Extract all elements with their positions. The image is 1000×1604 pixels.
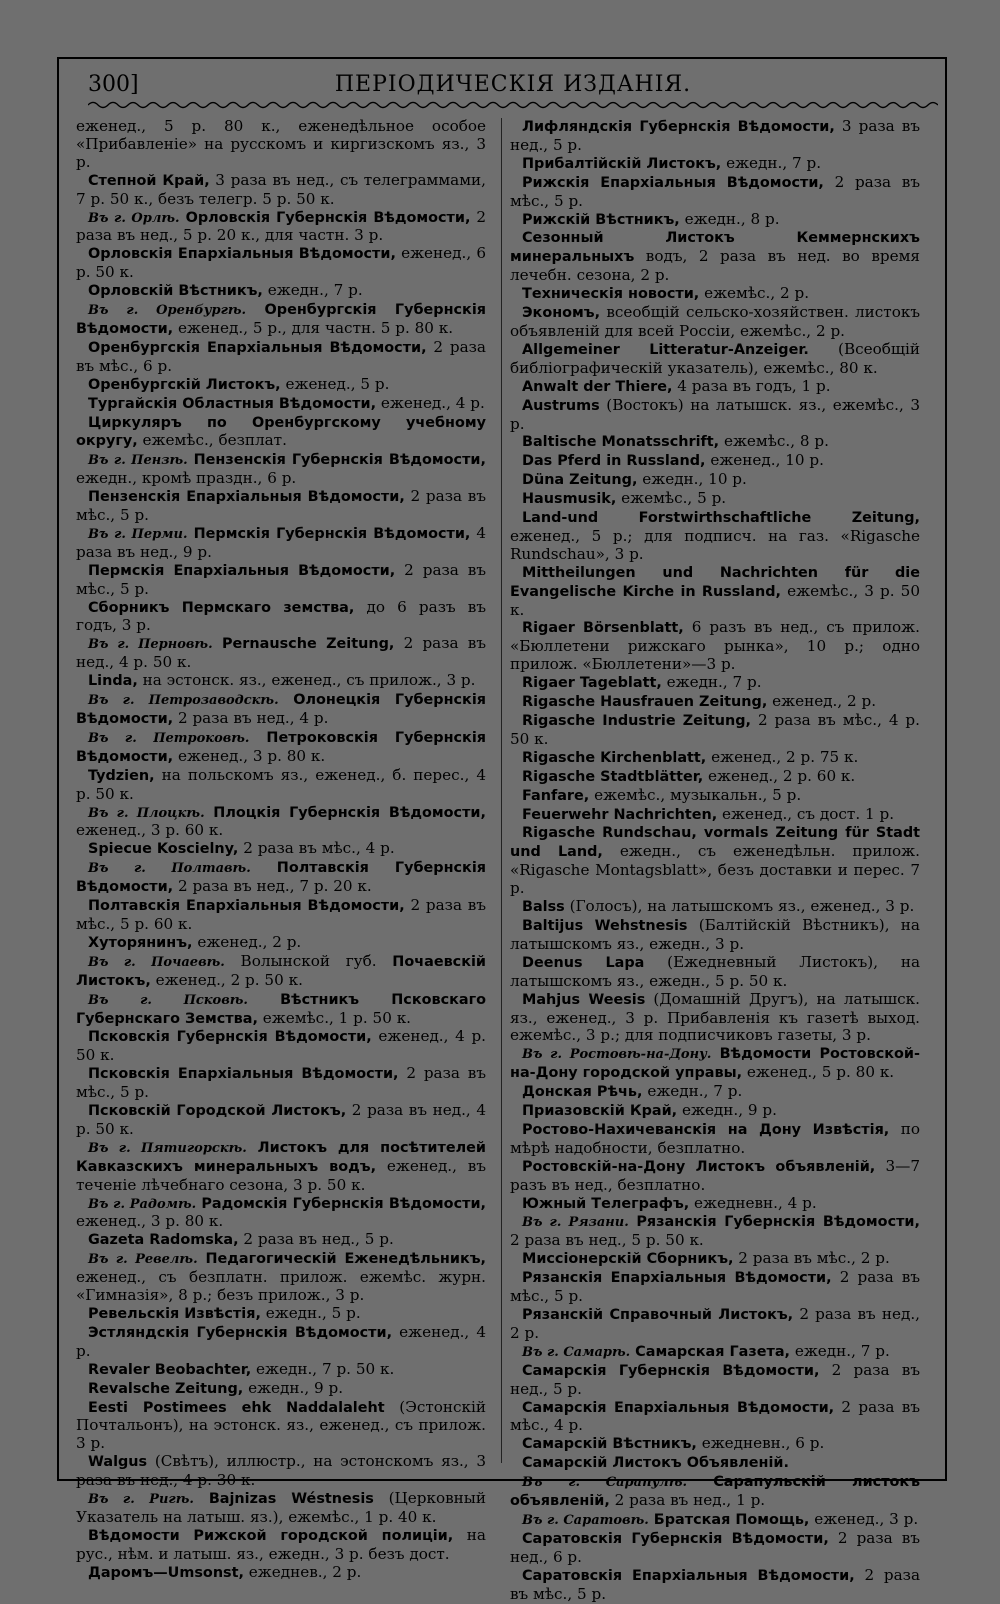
- publication-title: Эстляндскія Губернскія Вѣдомости,: [88, 1324, 393, 1341]
- entry-text: еженед., 2 р. 75 к.: [706, 747, 859, 766]
- listing-entry: [510, 433, 920, 452]
- entry-text: 2 раза въ нед., 6 р.: [510, 1528, 920, 1566]
- publication-title: Feuerwehr Nachrichten,: [522, 806, 718, 823]
- listing-entry: [76, 953, 486, 991]
- entry-text: еженед., 3 р. 80 к.: [76, 1212, 224, 1231]
- entry-text: на эстонск. яз., еженед., съ прилож., 3 р.: [137, 671, 476, 690]
- listing-entry: [510, 1121, 920, 1158]
- entry-text: ежемѣс., 2 р.: [699, 284, 810, 303]
- listing-entry: [510, 1454, 920, 1473]
- entry-text: 3 раза въ нед., съ телеграммами, 7 р. 50 к., безъ телегр. 5 р. 50 к.: [76, 170, 486, 208]
- listing-entry: [510, 712, 920, 749]
- publication-title: Spiecue Koscielny,: [88, 841, 239, 858]
- publication-title: Псковскія Епархіальныя Вѣдомости,: [88, 1066, 399, 1083]
- entry-text: 2 раза въ нед., 2 р.: [510, 1305, 921, 1342]
- city-heading: Въ г. Радомѣ.: [88, 1196, 197, 1212]
- entry-text: водъ, 2 раза въ нед. во время лечебн. сезона, 2 р.: [510, 247, 920, 285]
- city-heading: Въ г. Псковѣ.: [88, 992, 248, 1008]
- entry-text: ежедн., съ еженедѣльн. прилож. «Rigasche Montagsblatt», безъ доставки и перес. 7 р.: [510, 842, 920, 898]
- listing-entry: [510, 1511, 920, 1530]
- entry-text: еженед., 6 р. 50 к.: [76, 244, 486, 282]
- publication-title: Орловскія Губернскія Вѣдомости,: [179, 209, 471, 226]
- entry-text: ежемѣс., 3 р. 50 к.: [510, 581, 920, 619]
- entry-text: до 6 разъ въ годъ, 3 р.: [76, 597, 486, 635]
- listing-entry: [510, 304, 920, 341]
- publication-title: Ростовскій-на-Дону Листокъ объявленій,: [522, 1158, 876, 1175]
- entry-text: еженед., въ теченіе лѣчебнаго сезона, 3 р. 50 к.: [76, 1156, 486, 1194]
- listing-entry: [76, 209, 486, 246]
- publication-title: Донская Рѣчь,: [522, 1084, 643, 1101]
- publication-title: Düna Zeitung,: [522, 472, 638, 489]
- publication-title: Даромъ—Umsonst,: [88, 1564, 244, 1581]
- listing-entry: [76, 118, 486, 172]
- publication-title: Хуторянинъ,: [88, 934, 193, 951]
- listing-entry: [510, 174, 920, 211]
- entry-text: 2 раза въ мѣс., 4 р.: [510, 1397, 920, 1435]
- entry-text: еженед., съ безплатн. прилож. ежемѣс. журн. «Гимназія», 8 р.; безъ прилож., 3 р.: [76, 1268, 486, 1305]
- publication-title: Mittheilungen und Nachrichten für die Evangelische Kirche in Russland,: [510, 564, 920, 600]
- entry-text: ежемѣс., безплат.: [137, 431, 287, 450]
- publication-title: Сезонный Листокъ Кеммернскихъ минеральныхъ: [510, 230, 920, 266]
- publication-title: Gazeta Radomska,: [88, 1232, 239, 1249]
- publication-title: Вѣдомости Рижской городской полиціи,: [88, 1527, 454, 1544]
- entry-text: (Домашній Другъ), на латышск. яз., еженед., 3 р. Прибавленія къ газетѣ выход. ежемѣс., 3 р.; для подписчиковъ газеты, 3 р.: [510, 989, 920, 1045]
- entry-text: ежедн., 9 р.: [677, 1101, 777, 1120]
- entry-text: ежедн., 7 р.: [642, 1082, 743, 1101]
- publication-title: Ростово-Нахичеванскія на Дону Извѣстія,: [522, 1121, 890, 1138]
- listing-entry: [510, 341, 920, 378]
- entry-text: еженед., 3 р. 80 к.: [173, 746, 326, 765]
- publication-title: Rigasche Stadtblätter,: [522, 768, 704, 785]
- publication-title: Почаевскій Листокъ,: [76, 953, 486, 989]
- entry-text: 2 раза въ мѣс., 5 р. 60 к.: [76, 896, 486, 933]
- listing-entry: [76, 451, 486, 488]
- entry-text: (Ежедневный Листокъ), на латышскомъ яз., ежедн., 5 р. 50 к.: [510, 952, 920, 990]
- listing-entry: [510, 693, 920, 712]
- listing-entry: [510, 1473, 920, 1511]
- publication-title: Экономъ,: [522, 305, 601, 322]
- left-column: [76, 118, 486, 1583]
- listing-entry: [510, 1435, 920, 1454]
- listing-entry: [76, 1380, 486, 1399]
- publication-title: Das Pferd in Russland,: [522, 453, 706, 470]
- city-heading: Въ г. Самарѣ.: [522, 1344, 631, 1360]
- listing-entry: [510, 118, 920, 155]
- entry-text: ежеднев., 2 р.: [243, 1562, 362, 1581]
- publication-title: Linda,: [88, 673, 138, 690]
- listing-entry: [76, 1527, 486, 1564]
- publication-title: Revalsche Zeitung,: [88, 1380, 244, 1397]
- listing-entry: [76, 395, 486, 414]
- listing-entry: [510, 824, 920, 898]
- publication-title: Austrums: [522, 397, 600, 414]
- listing-entry: [510, 397, 920, 434]
- listing-entry: [76, 991, 486, 1029]
- publication-title: Самарскій Вѣстникъ,: [522, 1436, 697, 1453]
- entry-text: еженед., 2 р.: [192, 932, 302, 951]
- listing-entry: [76, 804, 486, 841]
- entry-text: (Голосъ), на латышскомъ яз., еженед., 3 р.: [564, 897, 915, 916]
- publication-title: Олонецкія Губернскія Вѣдомости,: [76, 692, 486, 727]
- listing-entry: [510, 285, 920, 304]
- publication-title: Педагогическій Еженедѣльникъ,: [197, 1251, 486, 1268]
- entry-text: 2 раза въ нед., 4 р. 50 к.: [76, 1101, 486, 1138]
- entry-text: 6 разъ въ нед., съ прилож. «Бюллетени рижскаго рынка», 10 р.; одно прилож. «Бюллетени»—3 р.: [510, 618, 920, 674]
- entry-text: ежедн., 7 р.: [262, 281, 363, 300]
- entry-text: 3—7 разъ въ нед., безплатно.: [510, 1156, 921, 1194]
- publication-title: Оренбургскія Губернскія Вѣдомости,: [76, 302, 486, 337]
- publication-title: Walgus: [88, 1454, 148, 1471]
- publication-title: Baltijus Wehstnesis: [522, 917, 688, 934]
- listing-entry: [76, 525, 486, 562]
- entry-text: 2 раза въ нед., 5 р.: [238, 1230, 394, 1249]
- entry-text: еженед., 5 р. 80 к., еженедѣльное особое «Прибавленіе» на русскомъ и киргизскомъ яз., 3 р.: [76, 117, 486, 171]
- entry-text: еженед., 5 р. 80 к.: [742, 1063, 895, 1082]
- entry-text: ежедн., 10 р.: [637, 470, 747, 489]
- entry-text: еженед., 3 р. 60 к.: [76, 821, 224, 840]
- listing-entry: [76, 1195, 486, 1232]
- entry-text: 2 раза въ мѣс., 5 р.: [76, 487, 486, 525]
- column-divider: [501, 118, 502, 1463]
- publication-title: Братская Помощь,: [648, 1511, 810, 1528]
- listing-entry: [510, 155, 920, 174]
- publication-title: Tydzien,: [88, 767, 155, 784]
- listing-entry: [76, 1399, 486, 1454]
- publication-title: Орловскій Вѣстникъ,: [88, 283, 263, 300]
- listing-entry: [510, 1567, 920, 1604]
- publication-title: Радомскія Губернскія Вѣдомости,: [196, 1195, 486, 1212]
- entry-text: 2 раза въ мѣс., 6 р.: [76, 337, 486, 375]
- publication-title: Deenus Lapa: [522, 954, 645, 971]
- entry-text: (Балтійскій Вѣстникъ), на латышскомъ яз., ежедн., 3 р.: [510, 915, 920, 953]
- listing-entry: [510, 471, 920, 490]
- publication-title: Rigaer Börsenblatt,: [522, 620, 684, 637]
- city-heading: Въ г. Оренбургѣ.: [88, 303, 247, 319]
- publication-title: Псковскія Губернскія Вѣдомости,: [88, 1029, 372, 1046]
- city-heading: Въ г. Орлѣ.: [88, 210, 180, 226]
- listing-entry: [76, 1324, 486, 1361]
- listing-entry: [76, 1361, 486, 1380]
- listing-entry: [76, 1453, 486, 1490]
- entry-text: 2 раза въ мѣс., 5 р.: [510, 1565, 921, 1603]
- entry-text: еженед., 5 р., для частн. 5 р. 80 к.: [173, 318, 454, 337]
- entry-text: еженед., 2 р.: [767, 692, 877, 711]
- listing-entry: [76, 1139, 486, 1195]
- publication-title: Орловскія Епархіальныя Вѣдомости,: [88, 246, 396, 263]
- publication-title: Плоцкія Губернскія Вѣдомости,: [204, 804, 486, 821]
- entry-text: 2 раза въ нед., 5 р.: [510, 1360, 920, 1398]
- publication-title: Пермскія Губернскія Вѣдомости,: [187, 525, 471, 542]
- entry-text: 4 раза въ годъ, 1 р.: [672, 376, 831, 395]
- entry-text: ежедн., 7 р.: [661, 673, 762, 692]
- entry-text: (Всеобщій библіографическій указатель), ежемѣс., 80 к.: [510, 339, 920, 377]
- entry-text: еженед., 10 р.: [705, 451, 824, 470]
- listing-entry: [76, 1231, 486, 1250]
- listing-entry: [510, 991, 920, 1046]
- entry-text: 2 раза въ нед., 4 р. 50 к.: [76, 634, 486, 672]
- publication-title: Циркуляръ по Оренбургскому учебному округу,: [76, 414, 486, 450]
- listing-entry: [76, 1305, 486, 1324]
- publication-title: Полтавскія Епархіальныя Вѣдомости,: [88, 898, 405, 915]
- publication-title: Сборникъ Пермскаго земства,: [88, 599, 355, 616]
- entry-text: (Востокъ) на латышск. яз., ежемѣс., 3 р.: [510, 395, 920, 433]
- listing-entry: [76, 691, 486, 729]
- listing-entry: [76, 245, 486, 282]
- entry-text: 2 раза въ мѣс., 4 р. 50 к.: [510, 711, 920, 748]
- listing-entry: [76, 729, 486, 767]
- publication-title: Оренбургскій Листокъ,: [88, 376, 281, 393]
- listing-entry: [510, 509, 920, 564]
- listing-entry: [510, 1269, 920, 1306]
- listing-entry: [76, 859, 486, 897]
- entry-text: ежемѣс., музыкальн., 5 р.: [589, 785, 802, 804]
- listing-entry: [510, 1195, 920, 1214]
- city-heading: Въ г. Перми.: [88, 526, 188, 542]
- publication-title: Вѣдомости Ростовской-на-Дону городской управы,: [510, 1046, 920, 1082]
- entry-text: (Свѣтъ), иллюстр., на эстонскомъ яз., 3 раза въ нед., 4 р. 30 к.: [76, 1452, 486, 1490]
- publication-title: Rigaer Tageblatt,: [522, 675, 662, 692]
- listing-entry: [510, 787, 920, 806]
- entry-text: ежемѣс., 5 р.: [616, 489, 727, 508]
- entry-text: еженед., 4 р.: [376, 393, 485, 412]
- city-heading: Въ г. Пятигорскѣ.: [88, 1140, 247, 1156]
- entry-text: ежедн., 7 р. 50 к.: [251, 1359, 395, 1378]
- city-heading: Въ г. Саратовѣ.: [522, 1512, 649, 1528]
- listing-entry: [76, 1490, 486, 1527]
- listing-entry: [510, 1343, 920, 1362]
- entry-text: еженед., 5 р.; для подписч. на газ. «Rigasche Rundschau», 3 р.: [510, 526, 920, 563]
- listing-entry: [76, 488, 486, 525]
- publication-title: Rigasche Industrie Zeitung,: [522, 713, 752, 729]
- city-heading: Въ г. Пензѣ.: [88, 453, 188, 469]
- entry-text: 2 раза въ нед., 1 р.: [609, 1491, 766, 1510]
- page-number: 300]: [88, 72, 139, 97]
- publication-title: Рязанскія Губернскія Вѣдомости,: [628, 1214, 920, 1231]
- entry-text: 2 раза въ мѣс., 5 р.: [76, 1064, 486, 1102]
- entry-text: ежедн., 7 р.: [790, 1341, 890, 1360]
- header-rule: [88, 100, 938, 110]
- entry-text: 3 раза въ нед., 5 р.: [510, 117, 920, 154]
- listing-entry: [76, 414, 486, 452]
- entry-text: 2 раза въ мѣс., 5 р.: [76, 560, 486, 598]
- listing-entry: [510, 917, 920, 954]
- entry-text: ежемѣс., 8 р.: [719, 432, 829, 451]
- publication-title: Саратовскія Епархіальныя Вѣдомости,: [522, 1567, 855, 1584]
- listing-entry: [510, 806, 920, 825]
- entry-text: на польскомъ яз., еженед., б. перес., 4 р. 50 к.: [76, 765, 486, 803]
- listing-entry: [76, 767, 486, 804]
- listing-entry: [76, 635, 486, 672]
- publication-title: Самарскій Листокъ Объявленій.: [522, 1455, 789, 1472]
- entry-text: 2 раза въ мѣс., 5 р.: [510, 172, 920, 210]
- entry-text: ежедн., кромѣ праздн., 6 р.: [76, 469, 297, 488]
- entry-text: ежедн., 5 р.: [260, 1304, 361, 1322]
- listing-entry: [510, 1083, 920, 1102]
- publication-title: Полтавскія Губернскія Вѣдомости,: [76, 860, 486, 896]
- listing-entry: [76, 1028, 486, 1065]
- city-heading: Въ г. Петроковѣ.: [88, 730, 250, 746]
- publication-title: Тургайскія Областныя Вѣдомости,: [88, 395, 377, 412]
- listing-entry: [510, 1306, 920, 1343]
- publication-title: Оренбургскія Епархіальныя Вѣдомости,: [88, 339, 427, 356]
- publication-title: Mahjus Weesis: [522, 991, 646, 1008]
- entry-text: еженед., съ дост. 1 р.: [717, 804, 895, 823]
- entry-text: 2 раза въ нед., 4 р.: [173, 709, 329, 727]
- publication-title: Rigasche Kirchenblatt,: [522, 749, 707, 766]
- listing-entry: [510, 564, 920, 620]
- listing-entry: [76, 1065, 486, 1102]
- entry-text: еженед., 4 р. 50 к.: [76, 1027, 486, 1065]
- publication-title: Листокъ для посѣтителей Кавказскихъ минеральныхъ водъ,: [76, 1139, 486, 1175]
- city-heading: Въ г. Сарапулѣ.: [522, 1475, 687, 1491]
- listing-entry: [510, 1362, 920, 1399]
- publication-title: Пензенскія Епархіальныя Вѣдомости,: [88, 489, 405, 506]
- publication-title: Rigasche Rundschau, vormals Zeitung für Stadt und Land,: [510, 825, 920, 861]
- listing-entry: [510, 1213, 920, 1250]
- publication-title: Саратовскія Губернскія Вѣдомости,: [522, 1530, 829, 1547]
- publication-title: Revaler Beobachter,: [88, 1361, 252, 1378]
- listing-entry: [76, 1564, 486, 1583]
- publication-title: Land-und Forstwirthschaftliche Zeitung,: [522, 510, 920, 527]
- entry-text: еженед., 4 р.: [76, 1322, 486, 1360]
- city-heading: Въ г. Ростовѣ-на-Дону.: [522, 1047, 712, 1063]
- listing-entry: [510, 1399, 920, 1436]
- entry-text: всеобщій сельско-хозяйствен. листокъ объявленій для всей Россіи, ежемѣс., 2 р.: [510, 303, 920, 340]
- publication-title: Вѣстникъ Псковскаго Губернскаго Земства,: [76, 991, 486, 1027]
- listing-entry: [510, 490, 920, 509]
- city-heading: Въ г. Петрозаводскѣ.: [88, 693, 279, 709]
- listing-entry: [510, 378, 920, 397]
- listing-entry: [510, 749, 920, 768]
- entry-text: 2 раза въ нед., 5 р. 50 к.: [510, 1231, 704, 1250]
- publication-title: Степной Край,: [88, 172, 210, 189]
- entry-text: ежемѣс., 1 р. 50 к.: [257, 1008, 412, 1027]
- publication-title: Лифляндскія Губернскія Вѣдомости,: [522, 119, 835, 135]
- listing-entry: [510, 954, 920, 991]
- listing-entry: [510, 1045, 920, 1083]
- listing-entry: [76, 840, 486, 859]
- entry-text: еженед., 2 р. 60 к.: [703, 766, 856, 785]
- publication-title: Петроковскія Губернскія Вѣдомости,: [76, 729, 486, 765]
- entry-text: на рус., нѣм. и латыш. яз., ежедн., 3 р. безъ дост.: [76, 1525, 486, 1563]
- entry-text: 2 раза въ мѣс., 5 р.: [510, 1268, 920, 1306]
- publication-title: Рязанскія Епархіальныя Вѣдомости,: [522, 1270, 832, 1287]
- running-title: ПЕРІОДИЧЕСКІЯ ИЗДАНІЯ.: [334, 72, 692, 97]
- publication-title: Fanfare,: [522, 787, 590, 804]
- listing-entry: [510, 619, 920, 674]
- entry-text: ежедн., 7 р.: [721, 153, 822, 172]
- publication-title: Самарская Газета,: [630, 1343, 790, 1360]
- entry-text: ежедн., 8 р.: [679, 209, 780, 228]
- publication-title: Baltische Monatsschrift,: [522, 434, 720, 451]
- entry-text: еженед., 5 р.: [280, 374, 390, 393]
- publication-title: Bajnizas Wéstnesis: [193, 1491, 374, 1508]
- city-heading: Въ г. Рязани.: [522, 1215, 629, 1231]
- city-heading: Въ г. Ригѣ.: [88, 1492, 194, 1508]
- listing-entry: [76, 282, 486, 301]
- listing-entry: [510, 768, 920, 787]
- publication-title: Миссіонерскій Сборникъ,: [522, 1251, 734, 1268]
- publication-title: Сарапульскій листокъ объявленій,: [510, 1474, 921, 1510]
- publication-title: Пермскія Епархіальныя Вѣдомости,: [88, 562, 396, 579]
- listing-entry: [510, 674, 920, 693]
- city-heading: Въ г. Перновѣ.: [88, 637, 213, 653]
- publication-title: Eesti Postimees ehk Naddalaleht: [88, 1399, 385, 1416]
- listing-entry: [510, 1250, 920, 1269]
- entry-text: Волынской губ.: [224, 951, 393, 970]
- listing-entry: [76, 339, 486, 376]
- entry-text: 2 раза въ нед., 5 р. 20 к., для частн. 3 р.: [76, 207, 486, 245]
- entry-text: ежедн., 9 р.: [243, 1378, 344, 1397]
- publication-title: Рижскія Епархіальныя Вѣдомости,: [522, 174, 824, 191]
- entry-text: 4 раза въ нед., 9 р.: [76, 523, 486, 561]
- listing-entry: [76, 172, 486, 209]
- city-heading: Въ г. Ревелѣ.: [88, 1252, 198, 1268]
- publication-title: Allgemeiner Litteratur-Anzeiger.: [522, 341, 809, 358]
- entry-text: ежедневн., 6 р.: [696, 1434, 825, 1453]
- publication-title: Ревельскія Извѣстія,: [88, 1306, 261, 1322]
- publication-title: Псковскій Городской Листокъ,: [88, 1103, 347, 1120]
- listing-entry: [510, 1530, 920, 1567]
- publication-title: Pernausche Zeitung,: [212, 636, 395, 653]
- publication-title: Рязанскій Справочный Листокъ,: [522, 1307, 794, 1323]
- publication-title: Техническія новости,: [522, 286, 700, 303]
- listing-entry: [76, 1102, 486, 1139]
- city-heading: Въ г. Полтавѣ.: [88, 861, 251, 877]
- city-heading: Въ г. Плоцкѣ.: [88, 805, 205, 821]
- entry-text: ежедневн., 4 р.: [689, 1193, 817, 1212]
- listing-entry: [510, 898, 920, 917]
- entry-text: 2 раза въ мѣс., 2 р.: [733, 1249, 890, 1268]
- publication-title: Пензенскія Губернскія Вѣдомости,: [187, 452, 486, 469]
- publication-title: Прибалтійскій Листокъ,: [522, 155, 722, 172]
- listing-entry: [510, 452, 920, 471]
- publication-title: Balss: [522, 899, 565, 916]
- listing-entry: [76, 599, 486, 636]
- listing-entry: [76, 1250, 486, 1305]
- listing-entry: [76, 934, 486, 953]
- publication-title: Anwalt der Thiere,: [522, 378, 673, 395]
- entry-text: по мѣрѣ надобности, безплатно.: [510, 1119, 920, 1157]
- listing-entry: [510, 211, 920, 230]
- publication-title: Приазовскій Край,: [522, 1103, 678, 1120]
- right-column: [510, 118, 920, 1604]
- listing-entry: [510, 1158, 920, 1195]
- listing-entry: [76, 672, 486, 691]
- listing-entry: [510, 1102, 920, 1121]
- listing-entry: [76, 897, 486, 934]
- publication-title: Рижскій Вѣстникъ,: [522, 211, 680, 228]
- entry-text: (Церковный Указатель на латыш. яз.), ежемѣс., 1 р. 40 к.: [76, 1489, 486, 1526]
- publication-title: Южный Телеграфъ,: [522, 1195, 690, 1212]
- city-heading: Въ г. Почаевѣ.: [88, 954, 225, 970]
- listing-entry: [76, 562, 486, 599]
- entry-text: (Эстонскій Почтальонъ), на эстонск. яз., еженед., съ прилож. 3 р.: [76, 1397, 487, 1453]
- publication-title: Rigasche Hausfrauen Zeitung,: [522, 694, 768, 711]
- publication-title: Самарскія Епархіальныя Вѣдомости,: [522, 1399, 835, 1416]
- entry-text: еженед., 3 р.: [809, 1509, 919, 1528]
- entry-text: 2 раза въ нед., 7 р. 20 к.: [173, 877, 372, 896]
- publication-title: Самарскія Губернскія Вѣдомости,: [522, 1362, 820, 1379]
- listing-entry: [76, 376, 486, 395]
- listing-entry: [510, 229, 920, 285]
- listing-entry: [76, 301, 486, 339]
- entry-text: еженед., 2 р. 50 к.: [150, 970, 303, 989]
- publication-title: Hausmusik,: [522, 491, 617, 508]
- entry-text: 2 раза въ мѣс., 4 р.: [238, 839, 395, 858]
